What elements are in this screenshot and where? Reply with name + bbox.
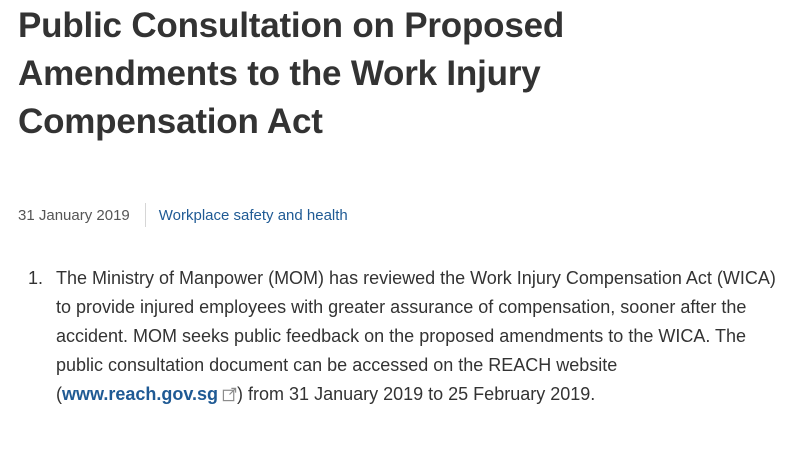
page-title: Public Consultation on Proposed Amendments to the Work Injury Compensation Act [18, 6, 565, 141]
article-meta [18, 203, 348, 227]
paragraph-text [56, 264, 784, 411]
paragraph-list [28, 264, 784, 411]
external-link-icon [222, 382, 237, 411]
list-item [28, 264, 784, 411]
paragraph-text-after: ) from 31 January 2019 to 25 February 2019. [237, 384, 596, 404]
publish-date: 31 January 2019 [18, 206, 130, 224]
paragraph-number: 1. [28, 268, 44, 288]
reach-website-link-text: www.reach.gov.sg [62, 384, 219, 404]
paragraph-text-before: The Ministry of Manpower (MOM) has reviewed the Work Injury Compensation Act (WICA) to provide injured employees with greater assurance of compensation, sooner after the accident. MOM seeks public feedback on the proposed amendments to the WICA. The public consultation document can be accessed on the REACH website ( [56, 268, 776, 404]
article-body [28, 264, 784, 411]
reach-website-link[interactable] [62, 384, 237, 404]
meta-divider [145, 203, 146, 227]
category-link[interactable]: Workplace safety and health [158, 206, 348, 224]
